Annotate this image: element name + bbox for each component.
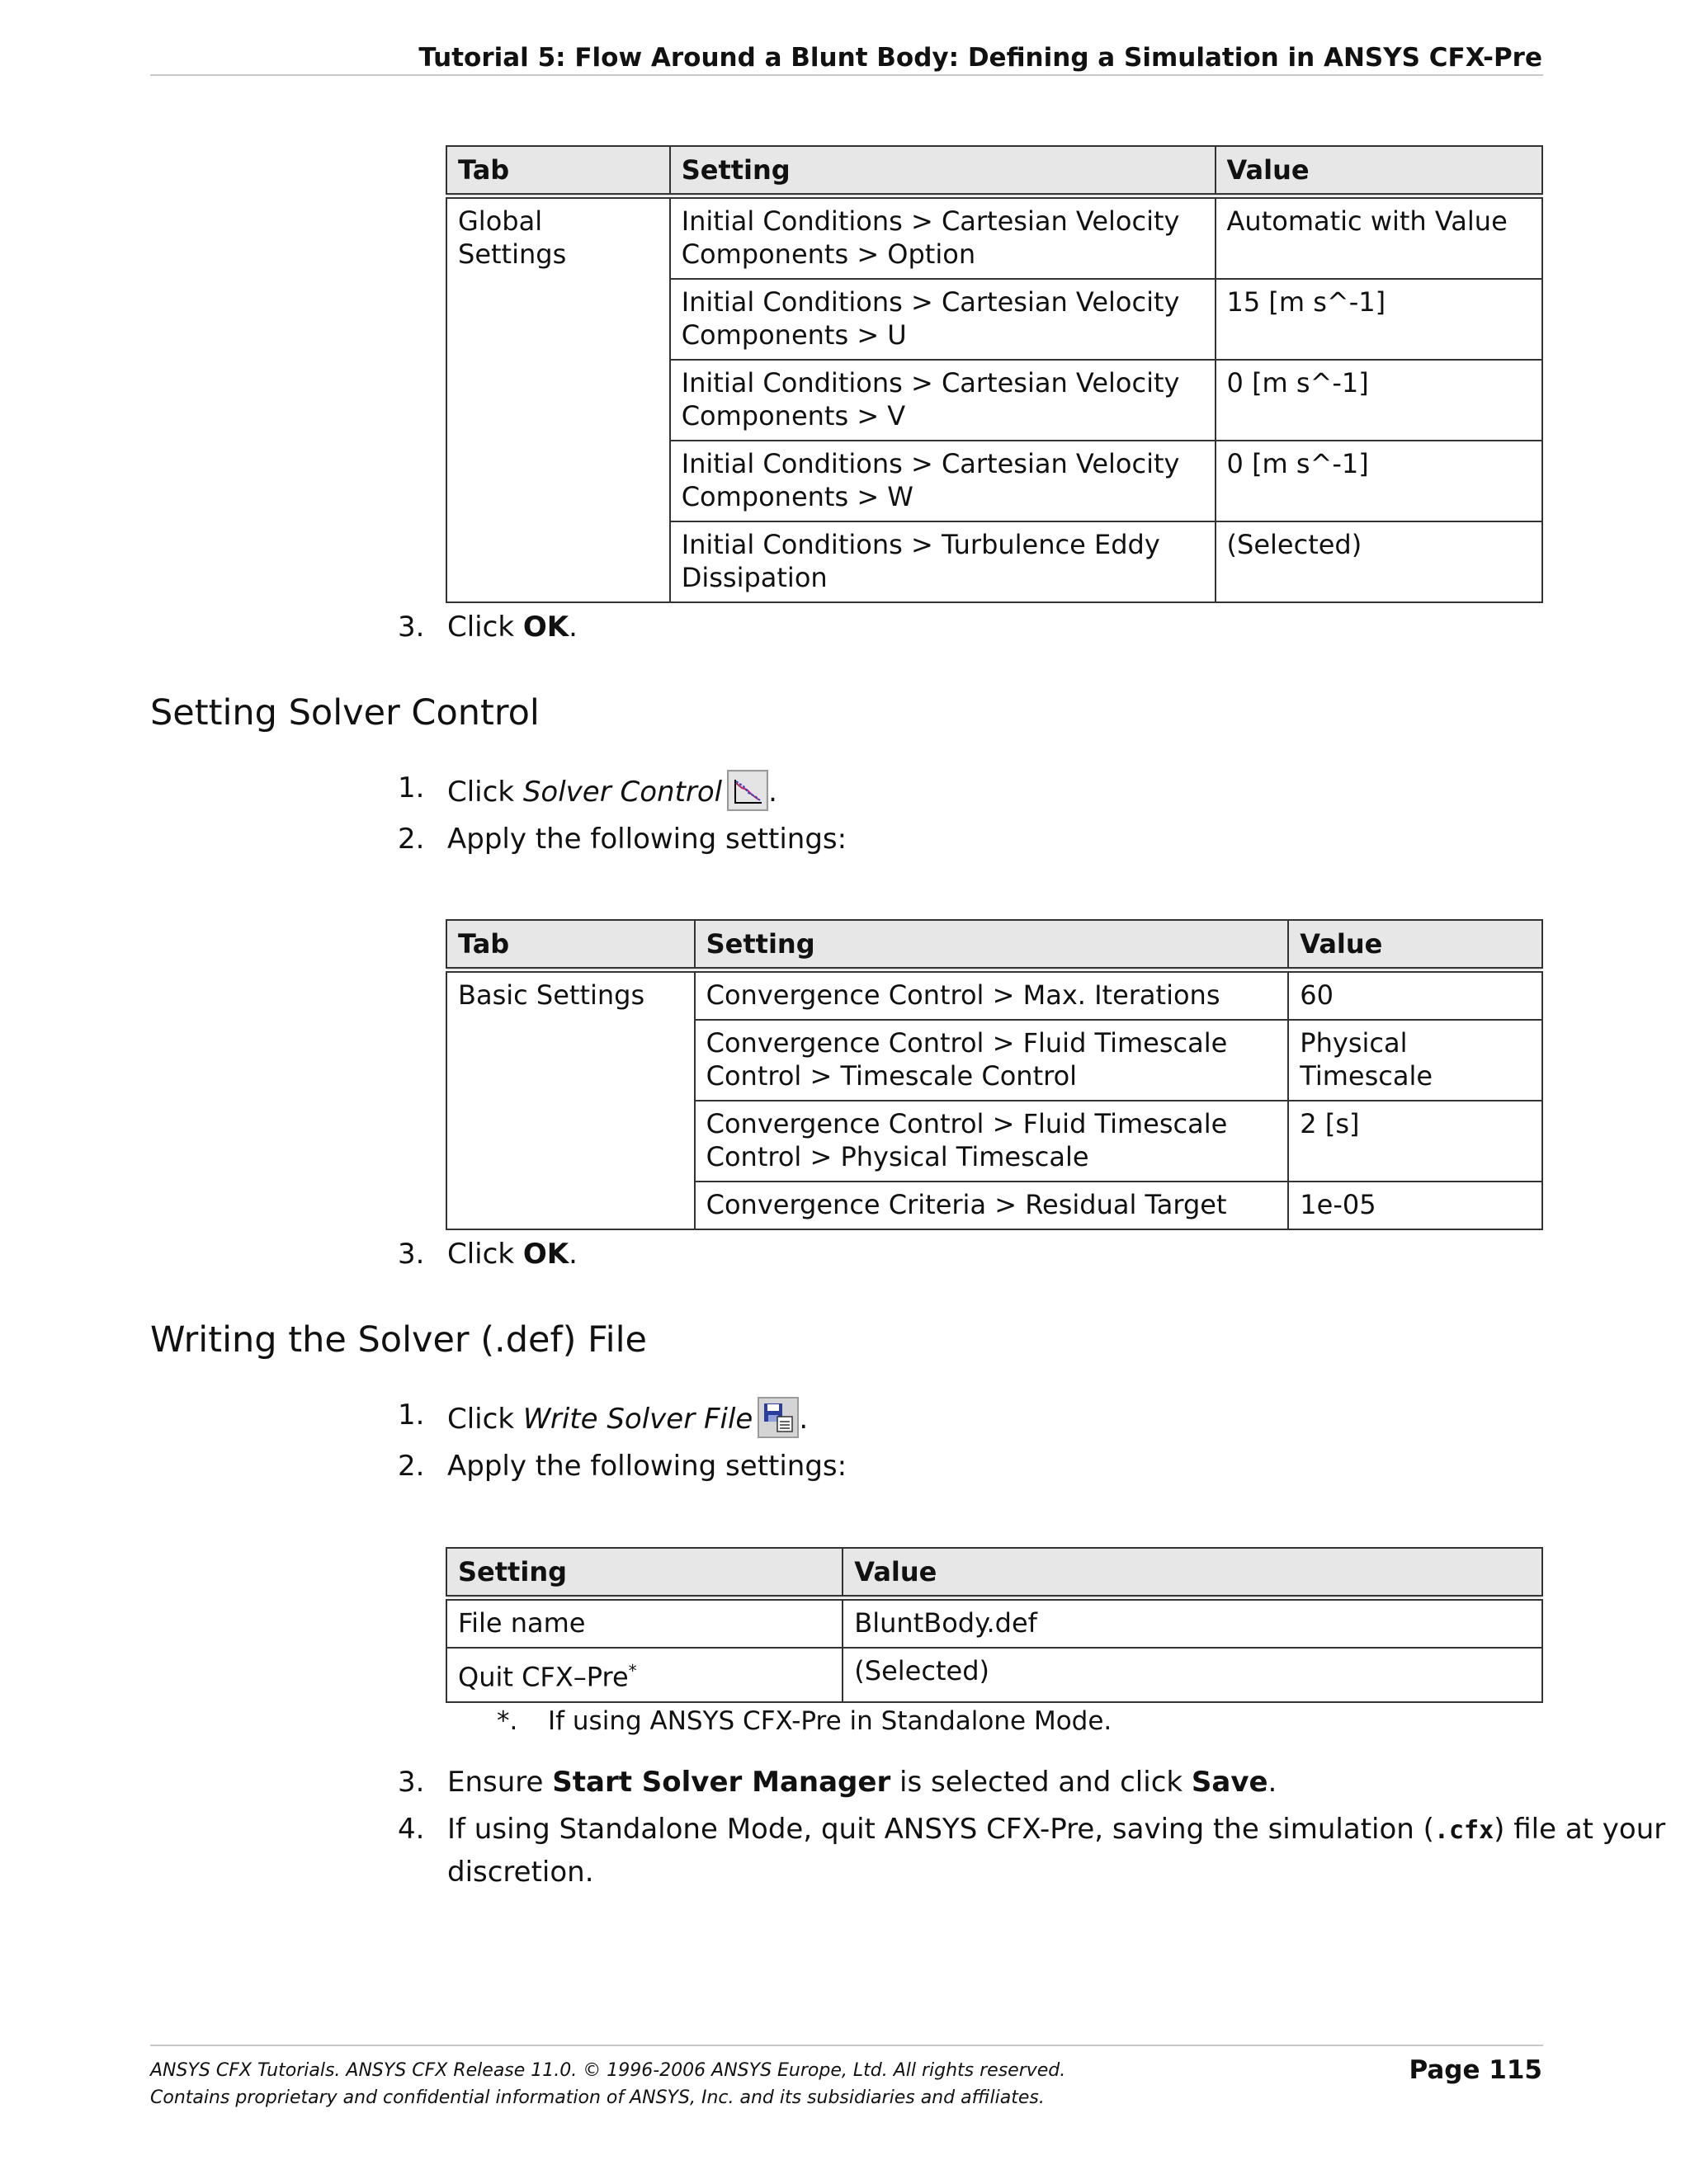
step-text — [447, 770, 777, 811]
value-cell: (Selected) — [843, 1648, 1542, 1702]
setting-cell: Initial Conditions > Turbulence Eddy Dissipation — [670, 521, 1216, 602]
table-header-cell: Value — [843, 1548, 1542, 1598]
step-text: Apply the following settings: — [447, 823, 847, 856]
step-number: 2. — [398, 823, 425, 856]
table-header-cell: Setting — [670, 146, 1216, 196]
value-cell: 1e-05 — [1288, 1182, 1542, 1229]
step-text-part: Click — [447, 611, 523, 644]
table-header-cell: Tab — [446, 920, 695, 970]
step-text — [447, 1811, 1665, 1849]
table-header-cell: Setting — [695, 920, 1289, 970]
tab-cell: Global Settings — [446, 196, 670, 603]
step-text-part: . — [799, 1403, 809, 1436]
write-solver-file-label: Write Solver File — [522, 1403, 753, 1436]
setting-cell: Convergence Control > Fluid Timescale Control > Physical Timescale — [695, 1101, 1289, 1182]
table-row — [446, 1648, 1542, 1702]
step-number: 1. — [398, 1399, 425, 1432]
value-cell: (Selected) — [1216, 521, 1542, 602]
step-number: 3. — [398, 1766, 425, 1799]
step-text-part: Click — [447, 1403, 523, 1436]
setting-cell: Convergence Control > Fluid Timescale Control > Timescale Control — [695, 1020, 1289, 1101]
step-text-part: Click — [447, 1238, 523, 1271]
ok-label: OK — [522, 611, 569, 644]
setting-cell: Convergence Criteria > Residual Target — [695, 1182, 1289, 1229]
step-text-part: . — [768, 776, 777, 809]
step-number: 3. — [398, 611, 425, 644]
step-text-part: . — [1268, 1766, 1277, 1799]
page-number: Page 115 — [1409, 2055, 1542, 2085]
step-text-part: . — [569, 1238, 578, 1271]
step-text — [447, 1397, 808, 1438]
table-header-row — [446, 146, 1542, 196]
tab-cell: Basic Settings — [446, 970, 695, 1230]
section-title-solver-control: Setting Solver Control — [150, 692, 540, 734]
header-rule — [150, 74, 1543, 76]
solver-control-icon[interactable] — [727, 770, 768, 811]
footnote-mark: *. — [497, 1706, 518, 1736]
save-label: Save — [1191, 1766, 1268, 1799]
value-cell: 15 [m s^-1] — [1216, 279, 1542, 360]
write-solver-file-icon[interactable] — [758, 1397, 799, 1438]
step-text-part: Ensure — [447, 1766, 553, 1799]
table-header-row — [446, 920, 1542, 970]
step-number: 2. — [398, 1450, 425, 1483]
solver-control-table — [446, 919, 1543, 1230]
step-number: 3. — [398, 1238, 425, 1271]
value-cell: 60 — [1288, 970, 1542, 1021]
step-text-part: . — [569, 611, 578, 644]
step-text: discretion. — [447, 1856, 594, 1889]
setting-cell — [446, 1648, 843, 1702]
step-text — [447, 609, 578, 645]
section-title-write-solver: Writing the Solver (.def) File — [150, 1319, 647, 1361]
footer-copyright: ANSYS CFX Tutorials. ANSYS CFX Release 11.0. © 1996-2006 ANSYS Europe, Ltd. All rights reserved. — [150, 2060, 1066, 2081]
step-text — [447, 1236, 578, 1272]
solver-control-label: Solver Control — [522, 776, 723, 809]
table-header-row — [446, 1548, 1542, 1598]
step-number: 4. — [398, 1813, 425, 1846]
table-row — [446, 1598, 1542, 1649]
footnote-text: If using ANSYS CFX-Pre in Standalone Mode. — [548, 1706, 1112, 1736]
setting-cell: File name — [446, 1598, 843, 1649]
footnote-marker: * — [628, 1661, 637, 1681]
value-cell: Automatic with Value — [1216, 196, 1542, 280]
step-text — [447, 1764, 1277, 1800]
value-cell: 0 [m s^-1] — [1216, 441, 1542, 521]
running-header: Tutorial 5: Flow Around a Blunt Body: Defining a Simulation in ANSYS CFX-Pre — [418, 43, 1542, 73]
setting-cell: Initial Conditions > Cartesian Velocity Components > V — [670, 360, 1216, 441]
cfx-extension: .cfx — [1433, 1816, 1494, 1845]
step-text-part: Click — [447, 776, 523, 809]
table-header-cell: Value — [1288, 920, 1542, 970]
footer-rule — [150, 2045, 1543, 2046]
write-solver-table — [446, 1547, 1543, 1703]
value-cell: 0 [m s^-1] — [1216, 360, 1542, 441]
setting-cell: Initial Conditions > Cartesian Velocity Components > Option — [670, 196, 1216, 280]
step-number: 1. — [398, 771, 425, 804]
value-cell: 2 [s] — [1288, 1101, 1542, 1182]
value-cell: Physical Timescale — [1288, 1020, 1542, 1101]
ok-label: OK — [522, 1238, 569, 1271]
table-header-cell: Setting — [446, 1548, 843, 1598]
step-text-part: is selected and click — [890, 1766, 1192, 1799]
setting-text: Quit CFX–Pre — [458, 1661, 629, 1693]
step-text: Apply the following settings: — [447, 1450, 847, 1483]
initial-conditions-table — [446, 145, 1543, 603]
value-cell: BluntBody.def — [843, 1598, 1542, 1649]
setting-cell: Initial Conditions > Cartesian Velocity Components > W — [670, 441, 1216, 521]
table-row — [446, 970, 1542, 1021]
table-row — [446, 196, 1542, 280]
setting-cell: Convergence Control > Max. Iterations — [695, 970, 1289, 1021]
step-text-part: ) file at your — [1494, 1813, 1666, 1846]
setting-cell: Initial Conditions > Cartesian Velocity Components > U — [670, 279, 1216, 360]
table-header-cell: Tab — [446, 146, 670, 196]
start-solver-manager-label: Start Solver Manager — [552, 1766, 891, 1799]
step-text-part: If using Standalone Mode, quit ANSYS CFX-Pre, saving the simulation ( — [447, 1813, 1434, 1846]
table-header-cell: Value — [1216, 146, 1542, 196]
footer-confidential: Contains proprietary and confidential information of ANSYS, Inc. and its subsidiaries and affiliates. — [150, 2087, 1045, 2108]
